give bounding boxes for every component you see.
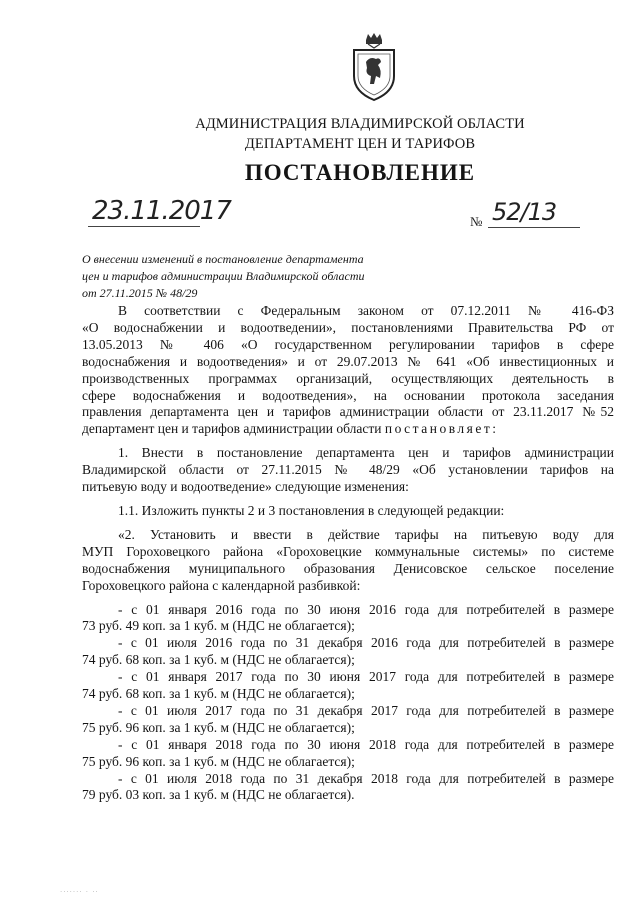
body-line: В соответствии с Федеральным законом от 07.12.2011 № 416-ФЗ [118, 303, 614, 318]
subject-line: цен и тарифов администрации Владимирской области [82, 269, 365, 283]
tariff-item-line: - с 01 января 2018 года по 30 июня 2018 года для потребителей в размере [118, 736, 614, 752]
body-line: правления департамента цен и тарифов администрации области от 23.11.2017 №52 [82, 404, 614, 420]
body-line: 1.1. Изложить пункты 2 и 3 постановления в следующей редакции: [118, 502, 505, 518]
body-line: Гороховецкого района с календарной разбивкой: [82, 577, 361, 593]
tariff-item-price: 73 руб. 49 коп. за 1 куб. м (НДС не облагается); [82, 618, 355, 634]
tariff-item-price: 79 руб. 03 коп. за 1 куб. м (НДС не облагается). [82, 787, 355, 803]
body-line: водоснабжения муниципального образования Денисовское сельское поселение [82, 560, 614, 576]
body-line: Владимирской области от 27.11.2015 № 48/29 «Об установлении тарифов на [82, 462, 614, 478]
resolution-prefix: департамент цен и тарифов администрации области [82, 421, 382, 437]
body-line: производственных программах организаций, осуществляющих деятельность в [82, 370, 614, 386]
body-line: 13.05.2013 № 406 «О государственном регулировании тарифов в сфере [82, 336, 614, 352]
subject-line: О внесении изменений в постановление департамента [82, 252, 364, 266]
coat-of-arms-icon [348, 32, 400, 104]
organization-name: АДМИНИСТРАЦИЯ ВЛАДИМИРСКОЙ ОБЛАСТИ [195, 116, 525, 132]
number-sign: № [470, 214, 483, 229]
tariff-item-line: - с 01 января 2016 года по 30 июня 2016 года для потребителей в размере [118, 601, 614, 617]
tariff-item-line: - с 01 июля 2018 года по 31 декабря 2018 года для потребителей в размере [118, 770, 614, 786]
scan-artifact: ······· · ·· [60, 888, 99, 896]
tariff-item-price: 74 руб. 68 коп. за 1 куб. м (НДС не облагается); [82, 652, 355, 668]
body-line [82, 421, 614, 438]
date-underline [88, 226, 200, 227]
tariff-item-line: - с 01 января 2017 года по 30 июня 2017 года для потребителей в размере [118, 669, 614, 685]
body-line: 1. Внести в постановление департамента цен и тарифов администрации [118, 445, 614, 461]
body-line: «О водоснабжении и водоотведении», постановлениями Правительства РФ от [82, 319, 614, 335]
body-line: водоснабжения и водоотведения» и от 29.07.2013 № 641 «Об инвестиционных и [82, 353, 614, 369]
number-underline [488, 227, 580, 228]
document-subject [82, 251, 402, 302]
department-name: ДЕПАРТАМЕНТ ЦЕН И ТАРИФОВ [244, 136, 476, 152]
document-type-title: ПОСТАНОВЛЕНИЕ [244, 160, 476, 185]
body-line: «2. Установить и ввести в действие тарифы на питьевую воду для [118, 526, 614, 542]
resolution-verb: постановляет: [384, 421, 499, 437]
tariff-item-price: 75 руб. 96 коп. за 1 куб. м (НДС не облагается); [82, 719, 355, 735]
document-body [82, 303, 614, 804]
document-number: 52/13 [492, 198, 557, 226]
tariff-item-price: 75 руб. 96 коп. за 1 куб. м (НДС не облагается); [82, 753, 355, 769]
tariff-item-line: - с 01 июля 2016 года по 31 декабря 2016 года для потребителей в размере [118, 635, 614, 651]
subject-line: от 27.11.2015 № 48/29 [82, 286, 198, 300]
tariff-item-line: - с 01 июля 2017 года по 31 декабря 2017 года для потребителей в размере [118, 702, 614, 718]
body-line: питьевую воду и водоотведение» следующие изменения: [82, 479, 409, 495]
body-line: сфере водоснабжения и водоотведения», на основании протокола заседания [82, 387, 614, 403]
document-date: 23.11.2017 [92, 196, 231, 226]
tariff-item-price: 74 руб. 68 коп. за 1 куб. м (НДС не облагается); [82, 686, 355, 702]
body-line: МУП Гороховецкого района «Гороховецкие коммунальные системы» по системе [82, 543, 614, 559]
